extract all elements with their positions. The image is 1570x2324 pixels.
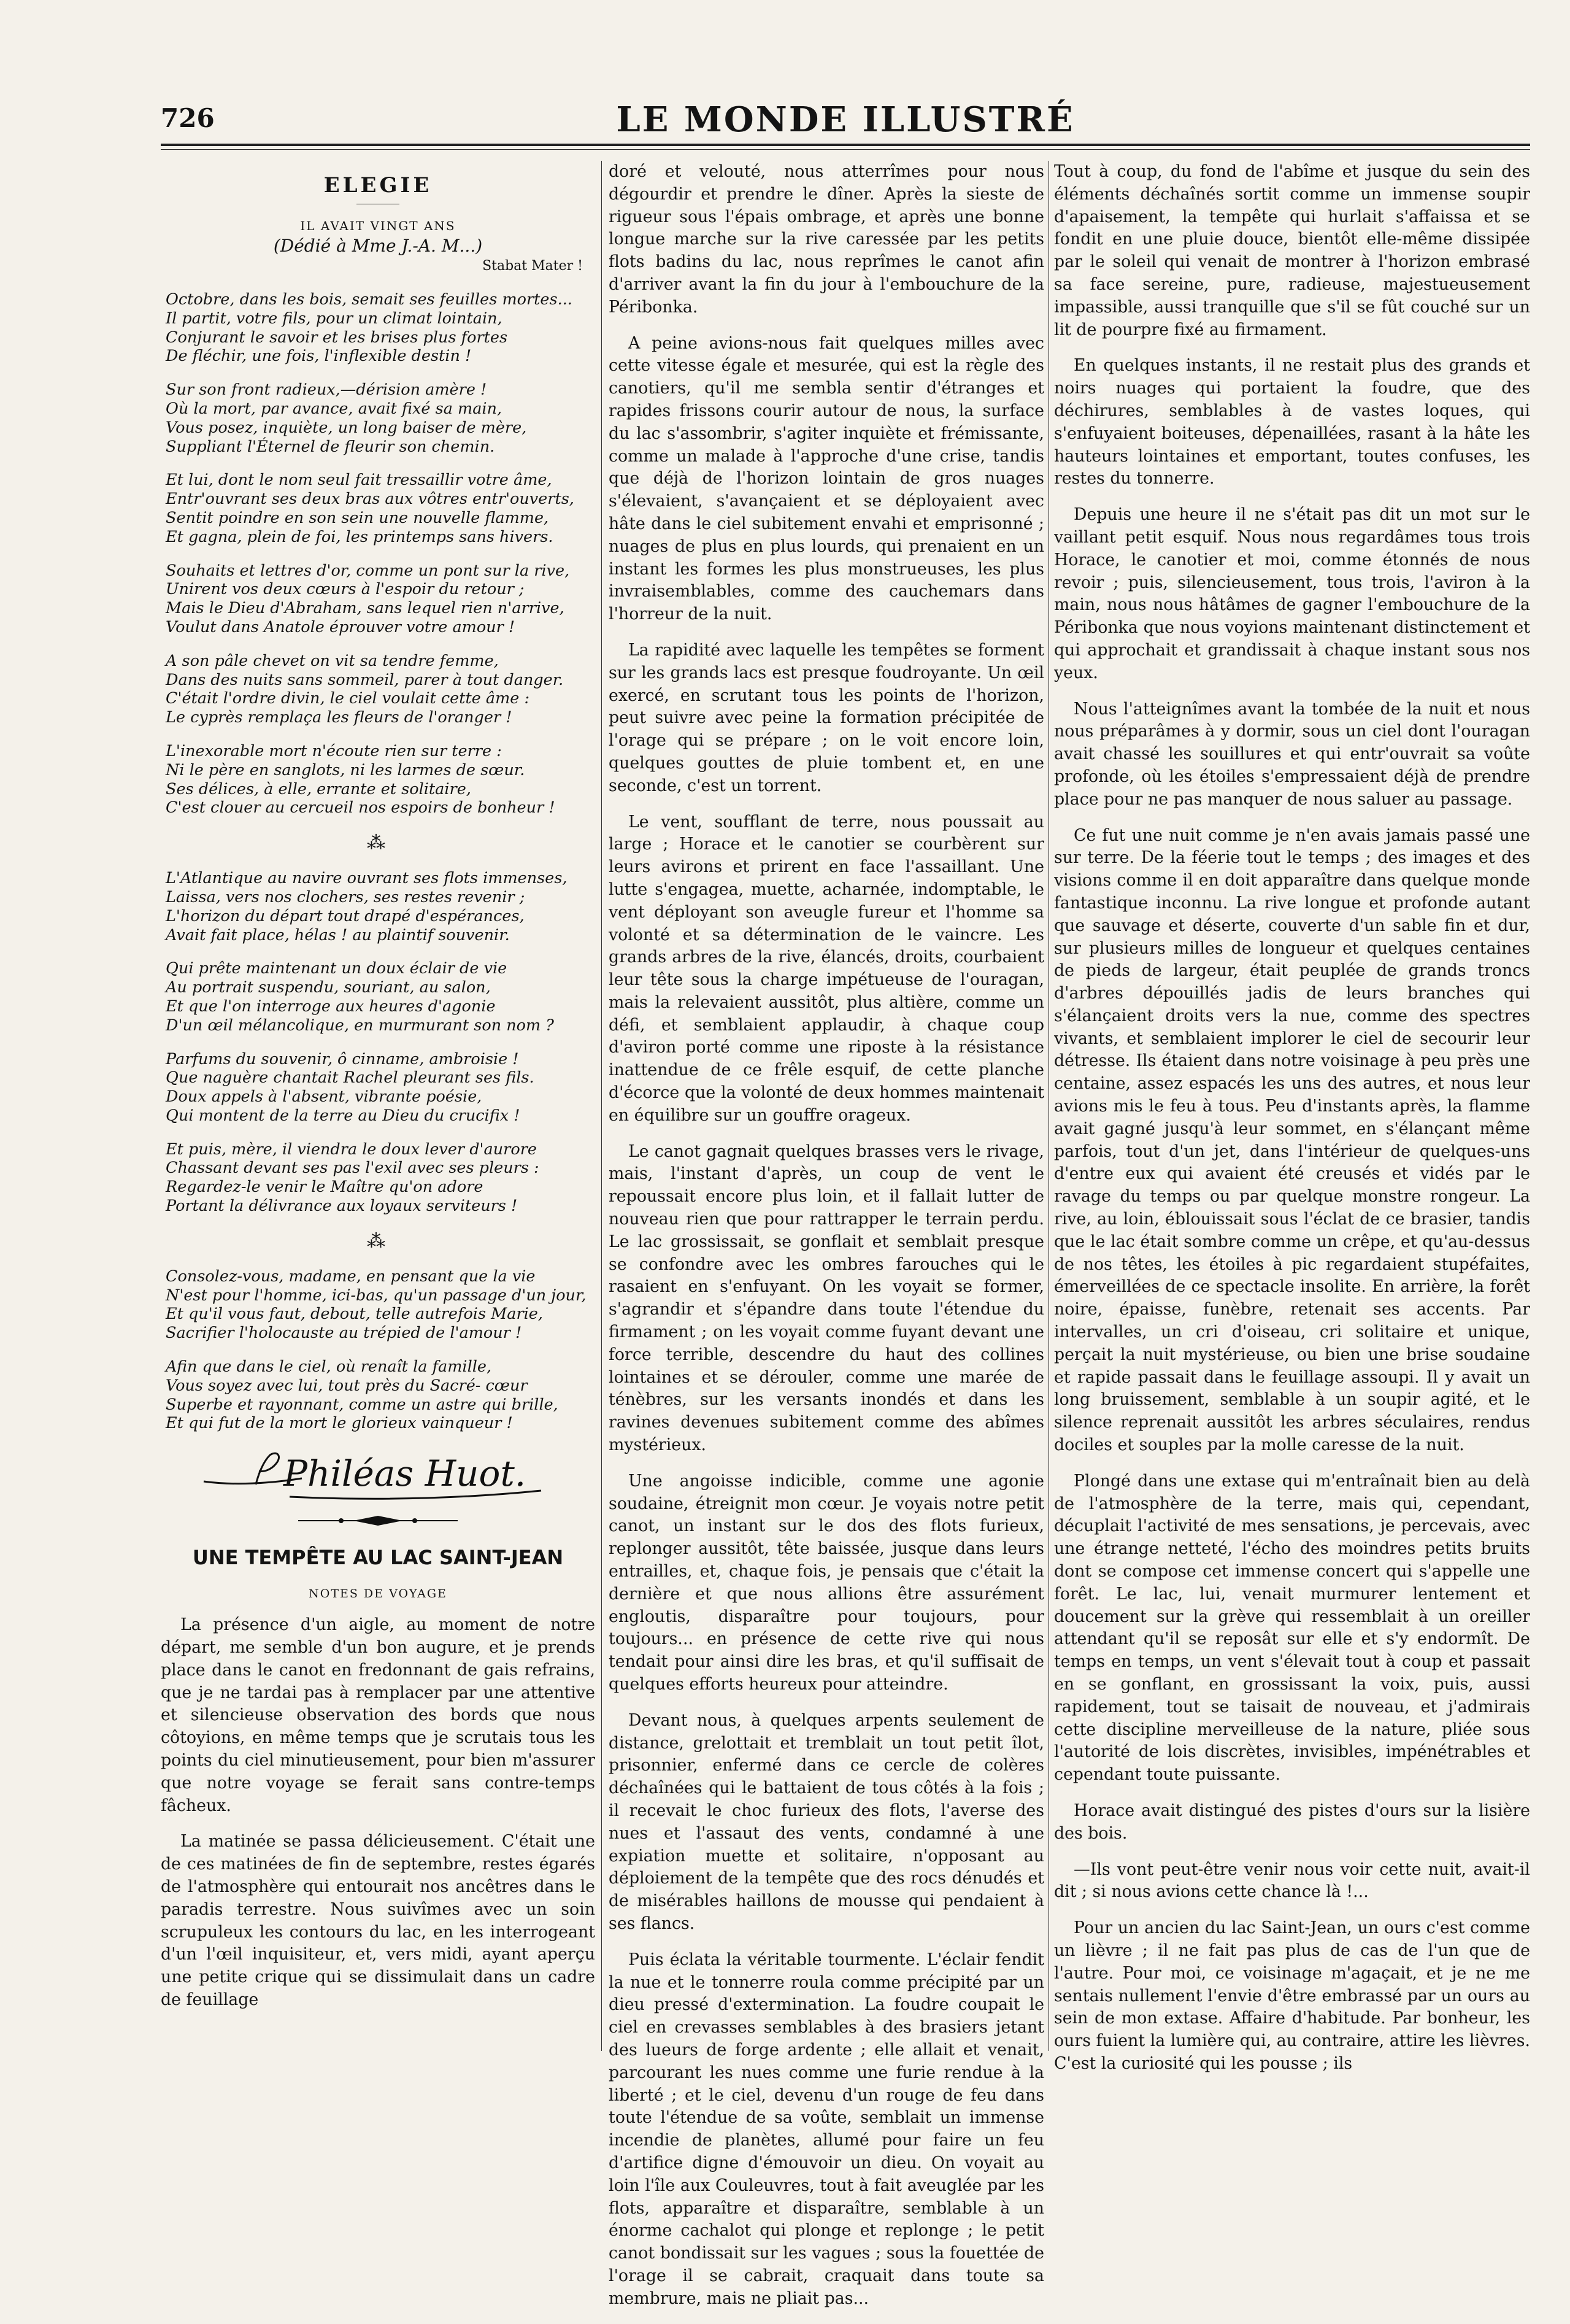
asterism-divider: ⁂ (367, 832, 389, 854)
article-text (161, 1614, 595, 2012)
poem-line: C'était l'ordre divin, le ciel voulait cette âme : (166, 689, 530, 708)
masthead: LE MONDE ILLUSTRÉ (616, 99, 1075, 140)
article-paragraph: La présence d'un aigle, au moment de notre départ, me semble d'un bon augure, et je prends place dans le canot en fredonnant de gais refrains, que je ne tardai pas à remplacer par une attentive et silencieuse observation des bords que nous côtoyions, en même temps que je scrutais tous les points du ciel minutieusement, pour bien m'assurer que notre voyage se ferait sans contre-temps fâcheux. (161, 1615, 595, 1815)
svg-text:Philéas Huot.: Philéas Huot. (283, 1453, 526, 1495)
poem-stanza (166, 652, 595, 727)
article-paragraph: Une angoisse indicible, comme une agonie soudaine, étreignit mon cœur. Je voyais notre petit canot, un instant sur le dos des flots furieux, replonger aussitôt, tête baissée, jusque dans leurs entrailles, et, chaque fois, je pensais que c'était la dernière et que nous allions être assurément engloutis, disparaître pour toujours, pour toujours... en présence de cette rive qui nous tendait pour ainsi dire les bras, et qu'il suffisait de quelques efforts heureux pour atteindre. (609, 1471, 1044, 1694)
poem-stanza (166, 290, 595, 366)
poem-line: Superbe et rayonnant, comme un astre qui brille, (166, 1395, 558, 1414)
poem-stanza (166, 562, 595, 637)
article-paragraph: Ce fut une nuit comme je n'en avais jamais passé une sur terre. De la féerie tout le temps ; des images et des visions comme il en doit apparaître dans quelque monde fantastique inconnu. La rive longue et profonde autant que sauvage et déserte, couverte d'un sable fin et dur, sur plusieurs milles de longueur et quelques centaines de pieds de largeur, était peuplée de grands troncs d'arbres dépouillés jadis de leurs branches qui s'élançaient droits vers la nue, comme des spectres vivants, et semblaient implorer le ciel de secourir leur détresse. Ils étaient dans notre voisinage à peu près une centaine, assez espacés les uns des autres, et nous leur avions mis le feu à tous. Peu d'instants après, la flamme avait gagné jusqu'à leur sommet, en s'élançant même parfois, tout d'un jet, dans l'intérieur de quelques-uns d'entre eux qui avaient été creusés et vidés par le ravage du temps ou par quelque monstre rongeur. La rive, au loin, éblouissait sous l'éclat de ce brasier, tandis que le lac était sombre comme un crêpe, et qu'au-dessus de nos têtes, les étoiles à pic regardaient stupéfaites, émerveillées de ce spectacle insolite. En arrière, la forêt noire, épaisse, funèbre, retenait ses accents. Par intervalles, un cri d'oiseau, cri solitaire et unique, perçait la nuit mystérieuse, ou bien une brise soudaine et rapide passait dans le feuillage assoupi. Il y avait un long bruissement, semblable à un soupir agité, et le silence reprenait aussitôt les arbres séculaires, rendus dociles et souples par la molle caresse de la nuit. (1054, 825, 1530, 1455)
column-1 (161, 161, 595, 2025)
poem-line: Chassant devant ses pas l'exil avec ses pleurs : (166, 1159, 539, 1178)
poem-line: D'un œil mélancolique, en murmurant son nom ? (166, 1016, 554, 1035)
poem-line: Vous posez, inquiète, un long baiser de mère, (166, 418, 527, 437)
poem-line: Et qu'il vous faut, debout, telle autrefois Marie, (166, 1305, 544, 1324)
poem-stanza (166, 1267, 595, 1343)
poem-line: L'Atlantique au navire ouvrant ses flots immenses, (166, 869, 568, 888)
poem-line: L'inexorable mort n'écoute rien sur terre : (166, 741, 502, 760)
article-paragraph: Plongé dans une extase qui m'entraînait bien au delà de l'atmosphère de la terre, mais qui, cependant, décuplait l'activité de mes sensations, je percevais, avec une étrange netteté, l'écho des moindres petits bruits dont se compose cet immense concert qui s'appelle une forêt. Le lac, lui, venait murmurer lentement et doucement sur la grève qui ressemblait à un oreiller attendant qu'il se reposât sur elle et s'y endormît. De temps en temps, un vent s'élevait tout à coup et passait en se gonflant, en grossissant la voix, puis, aussi rapidement, tout se taisait de nouveau, et j'admirais cette discipline merveilleuse de la nature, pliée sous l'autorité de lois discrètes, invisibles, impénétrables et cependant toute puissante. (1054, 1471, 1530, 1785)
poem-line: Suppliant l'Éternel de fleurir son chemin. (166, 437, 495, 456)
poem-stanza (166, 869, 595, 944)
article-paragraph: Depuis une heure il ne s'était pas dit un mot sur le vaillant petit esquif. Nous nous regardâmes tous trois Horace, le canotier et moi, comme étonnés de nous revoir ; puis, silencieusement, tous trois, l'aviron à la main, nous nous hâtâmes de gagner l'embouchure de la Péribonka que nous voyions maintenant distinctement et qui approchait et grandissait à chaque instant sous nos yeux. (1054, 505, 1530, 682)
poem-line: Que naguère chantait Rachel pleurant ses fils. (166, 1068, 534, 1087)
poem-stanza (166, 1140, 595, 1216)
article-paragraph: Devant nous, à quelques arpents seulement de distance, grelottait et tremblait un tout petit îlot, prisonnier, enfermé dans ce cercle de colères déchaînées qui le battaient de tous côtés à la fois ; il recevait le choc furieux des flots, l'averse des nues et l'assaut des vents, condamné à une expiation muette et solitaire, n'opposant au déploiement de la tempête que des rocs dénudés et de misérables haillons de mousse qui pendaient à ses flancs. (609, 1710, 1044, 1933)
article-paragraph: Nous l'atteignîmes avant la tombée de la nuit et nous nous préparâmes à y dormir, sous un ciel dont l'ouragan avait chassé les souillures et qui entr'ouvrait sa voûte profonde, où les étoiles s'empressaient déjà de prendre place pour ne pas manquer de nous saluer au passage. (1054, 699, 1530, 809)
poem-line: Parfums du souvenir, ô cinname, ambroisie ! (166, 1049, 519, 1068)
header-rule-thick (161, 144, 1530, 146)
poem-line: Portant la délivrance aux loyaux serviteurs ! (166, 1197, 518, 1216)
header-rule-thin (161, 149, 1530, 150)
article-paragraph: La matinée se passa délicieusement. C'était une de ces matinées de fin de septembre, restes égarés de l'atmosphère qui entourait nos ancêtres dans le paradis terrestre. Nous suivîmes avec un soin scrupuleux les contours du lac, en les interrogeant d'un l'œil inquisiteur, et, vers midi, ayant aperçu une petite crique qui se dissimulait dans un cadre de feuillage (161, 1832, 595, 2009)
poem-line: Unirent vos deux cœurs à l'espoir du retour ; (166, 580, 525, 599)
poem-line: Et lui, dont le nom seul fait tressaillir votre âme, (166, 471, 552, 490)
poem-line: L'horizon du départ tout drapé d'espérances, (166, 906, 525, 925)
article-paragraph: Pour un ancien du lac Saint-Jean, un ours c'est comme un lièvre ; il ne fait pas plus de cas de l'un que de l'autre. Pour moi, ce voisinage m'agaçait, et je ne me sentais nullement l'envie d'être embrassé par un ours au sein de mon extase. Affaire d'habitude. Par bonheur, les ours fuient la lumière qui, au contraire, attire les lièvres. C'est la curiosité qui les pousse ; ils (1054, 1918, 1530, 2073)
poem-line: Conjurant le savoir et les brises plus fortes (166, 328, 508, 347)
poem-stanza (166, 471, 595, 546)
poem-line: C'est clouer au cercueil nos espoirs de bonheur ! (166, 798, 555, 817)
poem-line: De fléchir, une fois, l'inflexible destin ! (166, 347, 472, 366)
poem-line: Entr'ouvrant ses deux bras aux vôtres entr'ouverts, (166, 490, 574, 509)
column-divider (601, 161, 602, 2051)
poem-stanzas-part-2 (161, 869, 595, 1216)
poem-subtitle: IL AVAIT VINGT ANS (300, 218, 456, 233)
poem-line: Voulut dans Anatole éprouver votre amour ! (166, 617, 515, 636)
poem-stanza (166, 1357, 595, 1433)
poem-line: Souhaits et lettres d'or, comme un pont sur la rive, (166, 561, 570, 580)
article-paragraph: A peine avions-nous fait quelques milles avec cette vitesse égale et mesurée, qui est la règle des canotiers, qu'il me sembla sentir d'étranges et rapides frissons courir autour de nous, la surface du lac s'assombrir, s'agiter inquiète et frémissante, comme un malade à l'approche d'une crise, tandis que déjà de l'horizon lointain de gros nuages s'élevaient, s'avançaient et se déployaient avec hâte dans le ciel subitement envahi et emprisonné ; nuages de plus en plus lourds, qui prenaient en un instant les formes les plus monstrueuses, les plus invraisemblables, comme des cauchemars dans l'horreur de la nuit. (609, 333, 1044, 624)
article-paragraph: Le canot gagnait quelques brasses vers le rivage, mais, l'instant d'après, un coup de vent le repoussait encore plus loin, et il fallait lutter de nouveau rien que pour rattrapper le terrain perdu. Le lac grossissait, se gonflait et semblait presque se confondre avec les ombres farouches qui le rasaient en s'enfuyant. On les voyait se former, s'agrandir et s'épandre dans toute l'étendue du firmament ; on les voyait comme fuyant devant une force terrible, descendre du haut des collines lointaines et se dérouler, comme une marée de ténèbres, sur les versants inondés et dans les ravines devenues subitement comme des abîmes mystérieux. (609, 1141, 1044, 1455)
poem-line: Où la mort, par avance, avait fixé sa main, (166, 399, 502, 418)
poem-line: Et que l'on interroge aux heures d'agonie (166, 997, 496, 1016)
poem-line: Octobre, dans les bois, semait ses feuilles mortes... (166, 290, 572, 309)
poem-line: Mais le Dieu d'Abraham, sans lequel rien n'arrive, (166, 599, 564, 618)
poem-epigraph: Stabat Mater ! (482, 258, 583, 274)
article-paragraph: En quelques instants, il ne restait plus des grands et noirs nuages qui portaient la foudre, que des déchirures, semblables à de vastes loques, qui s'enfuyaient boiteuses, dépenaillées, rasant à la hâte les hauteurs lointaines et emportant, toutes confuses, les restes du tonnerre. (1054, 356, 1530, 488)
article-paragraph: doré et velouté, nous atterrîmes pour nous dégourdir et prendre le dîner. Après la sieste de rigueur sous l'épais ombrage, et après une bonne longue marche sur la rive caressée par les petits flots badins du lac, nous reprîmes le canot afin d'arriver avant la fin du jour à l'embouchure de la Péribonka. (609, 162, 1044, 317)
page-header (161, 99, 1530, 140)
section-ornament (298, 1513, 458, 1528)
poem-line: Regardez-le venir le Maître qu'on adore (166, 1178, 483, 1197)
poem-line: Au portrait suspendu, souriant, au salon, (166, 978, 491, 997)
article-paragraph: La rapidité avec laquelle les tempêtes se forment sur les grands lacs est presque foudroyante. Un œil exercé, en scrutant tous les points de l'horizon, peut suivre avec peine la formation précipitée de l'orage qui se prépare ; on le voit encore loin, quelques gouttes de pluie tombent et, en une seconde, c'est un torrent. (609, 640, 1044, 795)
poem-line: Sur son front radieux,—dérision amère ! (166, 380, 487, 400)
poem-stanza (166, 1050, 595, 1125)
poem-line: Le cyprès remplaça les fleurs de l'oranger ! (166, 708, 512, 727)
signature (198, 1448, 566, 1506)
poem-line: Sentit poindre en son sein une nouvelle flamme, (166, 508, 549, 527)
column-2 (609, 161, 1044, 2324)
poem-line: Qui prête maintenant un doux éclair de vie (166, 959, 507, 978)
poem-line: Dans des nuits sans sommeil, parer à tout danger. (166, 670, 564, 689)
poem-line: Laissa, vers nos clochers, ses restes revenir ; (166, 887, 525, 906)
poem-line: Et puis, mère, il viendra le doux lever d'aurore (166, 1140, 537, 1159)
poem-line: N'est pour l'homme, ici-bas, qu'un passage d'un jour, (166, 1286, 587, 1305)
page-number: 726 (161, 103, 215, 133)
poem-line: Et qui fut de la mort le glorieux vainqueur ! (166, 1414, 513, 1433)
poem-line: Qui montent de la terre au Dieu du crucifix ! (166, 1106, 520, 1125)
poem-line: Vous soyez avec lui, tout près du Sacré- cœur (166, 1376, 528, 1395)
poem-line: Ses délices, à elle, errante et solitaire, (166, 779, 471, 798)
poem-line: Afin que dans le ciel, où renaît la famille, (166, 1357, 492, 1376)
article-paragraph: Tout à coup, du fond de l'abîme et jusque du sein des éléments déchaînés sortit comme un immense soupir d'apaisement, la tempête qui hurlait s'affaissa et se fondit en une pluie douce, bientôt elle-même dissipée par le soleil qui venait de montrer à l'horizon embrasé sa face sereine, pure, radieuse, majestueusement impassible, aussi tranquille que s'il se fût couché sur un lit de pourpre fixé au firmament. (1054, 162, 1530, 339)
poem-stanza (166, 959, 595, 1035)
poem-line: Doux appels à l'absent, vibrante poésie, (166, 1087, 482, 1106)
poem-stanzas-part-3 (161, 1267, 595, 1433)
poem-line: A son pâle chevet on vit sa tendre femme, (166, 651, 499, 670)
poem-stanzas-part-1 (161, 290, 595, 817)
poem-line: Sacrifier l'holocauste au trépied de l'amour ! (166, 1324, 522, 1343)
poem-line: Consolez-vous, madame, en pensant que la vie (166, 1267, 536, 1286)
poem-line: Avait fait place, hélas ! au plaintif souvenir. (166, 925, 510, 944)
article-paragraph: —Ils vont peut-être venir nous voir cette nuit, avait-il dit ; si nous avions cette chance là !... (1054, 1859, 1530, 1902)
poem-title: ELEGIE (323, 173, 433, 198)
article-title: UNE TEMPÊTE AU LAC SAINT-JEAN (192, 1546, 564, 1570)
article-paragraph: Le vent, soufflant de terre, nous poussait au large ; Horace et le canotier se courbèrent sur leurs avirons et prirent en face l'assaillant. Une lutte s'engagea, muette, acharnée, indomptable, le vent déployant son aveugle fureur et l'homme sa volonté et sa détermination de le vaincre. Les grands arbres de la rive, élancés, droits, courbaient leur tête sous la charge impétueuse de l'ouragan, mais la relevaient aussitôt, plus altière, comme un défi, et semblaient applaudir, à chaque coup d'aviron porté comme une riposte à la résistance inattendue de ce frêle esquif, de cette planche d'écorce que la volonté de deux hommes maintenait en équilibre sur un gouffre orageux. (609, 812, 1044, 1125)
poem-dedication: (Dédié à Mme J.-A. M...) (273, 236, 483, 256)
poem-line: Ni le père en sanglots, ni les larmes de sœur. (166, 760, 525, 779)
poem-line: Et gagna, plein de foi, les printemps sans hivers. (166, 527, 553, 546)
poem-line: Il partit, votre fils, pour un climat lointain, (166, 309, 502, 328)
poem-stanza (166, 380, 595, 456)
asterism-divider: ⁂ (367, 1230, 389, 1252)
column-3 (1054, 161, 1530, 2089)
article-paragraph: Puis éclata la véritable tourmente. L'éclair fendit la nue et le tonnerre roula comme précipité par un dieu pressé d'extermination. La foudre coupait le ciel en crevasses semblables à des brasiers jetant des lueurs de forge ardente ; elle allait et venait, parcourant les nues comme une furie rendue à la liberté ; et le ciel, devenu d'un rouge de feu dans toute l'étendue de sa voûte, semblait un immense incendie de planètes, allumé pour faire un feu d'artifice digne d'émouvoir un dieu. On voyait au loin l'île aux Couleuvres, tout à fait aveuglée par les flots, apparaître et disparaître, semblable à un énorme cachalot qui plonge et replonge ; le petit canot bondissait sur les vagues ; sous la fouettée de l'orage il se cabrait, craquait dans toute sa membrure, mais ne pliait pas... (609, 1950, 1044, 2308)
article-subtitle: NOTES DE VOYAGE (309, 1587, 447, 1601)
poem-stanza (166, 742, 595, 817)
article-paragraph: Horace avait distingué des pistes d'ours sur la lisière des bois. (1054, 1801, 1530, 1843)
